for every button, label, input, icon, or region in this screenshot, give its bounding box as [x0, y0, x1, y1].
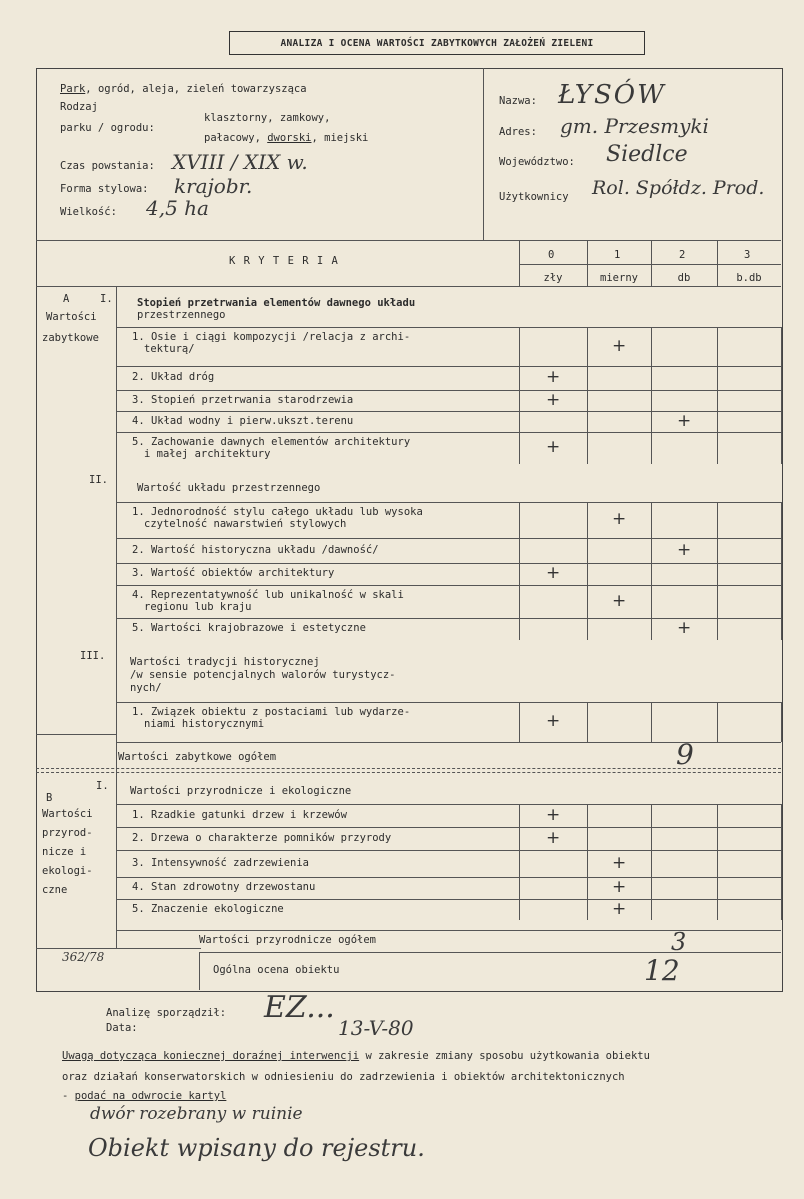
- score-mark: +: [612, 877, 627, 897]
- section-a-ii: II.: [89, 474, 108, 486]
- row-cell-line: [519, 827, 520, 850]
- criterion-text-2: tekturą/: [144, 343, 195, 355]
- handwritten-note-2: Obiekt wpisany do rejestru.: [88, 1134, 425, 1162]
- criterion-text-1: 5. Wartości krajobrazowe i estetyczne: [132, 622, 366, 634]
- row-cell-line: [717, 411, 718, 432]
- section-b-name-5: czne: [42, 884, 68, 896]
- a-iii-title-1: Wartości tradycji historycznej: [130, 656, 320, 668]
- overall-left-line: [199, 952, 200, 990]
- note-line-3: [62, 1090, 226, 1102]
- row-cell-line: [781, 899, 782, 920]
- row-cell-line: [781, 827, 782, 850]
- uzytk-value: Rol. Spółdz. Prod.: [592, 177, 765, 199]
- score-mark: +: [612, 898, 627, 919]
- row-cell-line: [519, 702, 520, 742]
- row-top-line: [116, 899, 781, 900]
- row-cell-line: [781, 850, 782, 877]
- row-cell-line: [717, 804, 718, 827]
- row-cell-line: [717, 899, 718, 920]
- row-cell-line: [651, 618, 652, 640]
- row-cell-line: [781, 618, 782, 640]
- row-top-line: [116, 327, 781, 328]
- row-cell-line: [717, 366, 718, 390]
- note-3-underlined: podać na odwrocie kartyl: [74, 1090, 227, 1102]
- form-title-text: ANALIZA I OCENA WARTOŚCI ZABYTKOWYCH ZAŁOŻEŃ ZIELENI: [280, 37, 594, 49]
- row-cell-line: [519, 899, 520, 920]
- row-cell-line: [651, 585, 652, 618]
- score-number: 3: [744, 249, 751, 261]
- a-total-value: 9: [676, 738, 694, 771]
- section-a-iii: III.: [80, 650, 106, 662]
- row-cell-line: [651, 538, 652, 563]
- row-cell-line: [587, 850, 588, 877]
- score-mark: +: [546, 437, 561, 457]
- score-mark: +: [612, 509, 627, 529]
- note-line-2: oraz działań konserwatorskich w odniesieniu do zadrzewienia i obiektów architektonicznych: [62, 1071, 625, 1083]
- row-cell-line: [651, 390, 652, 411]
- section-b-name-3: nicze i: [42, 846, 87, 858]
- handwritten-note-1: dwór rozebrany w ruinie: [90, 1104, 303, 1124]
- uzytk-label: Użytkownicy: [499, 191, 569, 203]
- row-cell-line: [651, 804, 652, 827]
- b-i-title: Wartości przyrodnicze i ekologiczne: [130, 785, 352, 797]
- type-line: [60, 83, 307, 95]
- wielkosc-value: 4,5 ha: [146, 196, 209, 220]
- row-top-line: [116, 585, 781, 586]
- section-a-letter: A: [63, 293, 70, 305]
- score-mark: +: [612, 590, 627, 611]
- criteria-bottom-line: [36, 286, 781, 287]
- row-cell-line: [651, 327, 652, 366]
- note-3-dash: -: [62, 1090, 75, 1102]
- section-b-letter: B: [46, 792, 53, 804]
- row-cell-line: [781, 411, 782, 432]
- woj-label: Województwo:: [499, 156, 575, 168]
- score-number: 2: [679, 249, 686, 261]
- row-cell-line: [717, 432, 718, 464]
- row-cell-line: [717, 827, 718, 850]
- criterion-text-1: 5. Znaczenie ekologiczne: [132, 902, 284, 915]
- b-left-column-line: [116, 770, 117, 948]
- a-left-column-line: [116, 286, 117, 770]
- author-signature: EZ...: [264, 990, 335, 1025]
- row-cell-line: [587, 877, 588, 899]
- header-divider: [483, 68, 484, 240]
- row-cell-line: [519, 877, 520, 899]
- row-cell-line: [717, 702, 718, 742]
- nazwa-value: ŁYSÓW: [558, 80, 666, 110]
- row-cell-line: [781, 366, 782, 390]
- criterion-text-1: 1. Osie i ciągi kompozycji /relacja z archi-: [132, 331, 411, 343]
- rodzaj-label: Rodzaj: [60, 101, 98, 113]
- a-i-title-1: Stopień przetrwania elementów dawnego układu: [137, 297, 416, 309]
- score-number: 0: [548, 249, 555, 261]
- row-cell-line: [651, 850, 652, 877]
- czas-value: XVIII / XIX w.: [172, 150, 308, 174]
- row-top-line: [116, 366, 781, 367]
- row-cell-line: [651, 366, 652, 390]
- score-mark: +: [677, 410, 692, 431]
- score-col-line: [651, 240, 652, 286]
- criterion-text-2: i małej architektury: [144, 448, 271, 460]
- a-iii-title-3: nych/: [130, 682, 162, 694]
- row-cell-line: [781, 702, 782, 742]
- criteria-label: K R Y T E R I A: [229, 255, 339, 267]
- row-cell-line: [781, 390, 782, 411]
- row-top-line: [116, 702, 781, 703]
- rodzaj-options-1: klasztorny, zamkowy,: [204, 112, 331, 124]
- row-top-line: [116, 827, 781, 828]
- score-number: 1: [614, 249, 621, 261]
- row-top-line: [116, 563, 781, 564]
- row-cell-line: [651, 827, 652, 850]
- row-top-line: [116, 538, 781, 539]
- row-cell-line: [651, 411, 652, 432]
- row-cell-line: [651, 702, 652, 742]
- note-line-1: [62, 1050, 650, 1062]
- row-cell-line: [519, 327, 520, 366]
- row-cell-line: [587, 827, 588, 850]
- overall-label: Ogólna ocena obiektu: [213, 964, 340, 976]
- row-cell-line: [717, 585, 718, 618]
- section-a-name-1: Wartości: [46, 311, 97, 323]
- criterion-text-1: 1. Jednorodność stylu całego układu lub wysoka: [132, 506, 423, 518]
- a-iii-title-2: /w sensie potencjalnych walorów turystycz-: [130, 669, 396, 681]
- ref-number: 362/78: [62, 950, 105, 964]
- row-cell-line: [781, 804, 782, 827]
- score-mark: +: [612, 852, 627, 873]
- score-mark: +: [546, 804, 561, 825]
- score-col-line: [717, 240, 718, 286]
- row-cell-line: [717, 390, 718, 411]
- row-cell-line: [717, 850, 718, 877]
- criterion-text-1: 5. Zachowanie dawnych elementów architektury: [132, 436, 411, 448]
- opt-dworski: dworski: [267, 132, 312, 144]
- adres-label: Adres:: [499, 126, 537, 138]
- row-cell-line: [587, 502, 588, 538]
- author-label: Analizę sporządził:: [106, 1007, 227, 1019]
- form-title: [229, 31, 645, 55]
- row-cell-line: [781, 432, 782, 464]
- overall-top-line: [199, 952, 781, 953]
- row-cell-line: [519, 411, 520, 432]
- score-mark: +: [546, 389, 561, 410]
- score-col-line: [519, 240, 520, 286]
- row-top-line: [116, 804, 781, 805]
- section-b-name-2: przyrod-: [42, 827, 93, 839]
- criterion-text-1: 4. Reprezentatywność lub unikalność w skali: [132, 589, 404, 601]
- row-cell-line: [781, 585, 782, 618]
- section-separator: [36, 768, 781, 773]
- criterion-text-2: czytelność nawarstwień stylowych: [144, 518, 347, 530]
- row-cell-line: [717, 502, 718, 538]
- criterion-text-1: 3. Intensywność zadrzewienia: [132, 856, 310, 869]
- score-mark: +: [677, 618, 692, 638]
- b-total-value: 3: [671, 928, 687, 956]
- row-top-line: [116, 502, 781, 503]
- date-label: Data:: [106, 1022, 138, 1034]
- row-cell-line: [519, 804, 520, 827]
- criterion-text-1: 4. Stan zdrowotny drzewostanu: [132, 881, 316, 893]
- row-cell-line: [519, 432, 520, 464]
- score-name: db: [677, 272, 691, 284]
- b-total-label: Wartości przyrodnicze ogółem: [199, 934, 377, 946]
- row-cell-line: [587, 563, 588, 585]
- opt-palacowy: pałacowy,: [204, 132, 268, 144]
- row-cell-line: [651, 502, 652, 538]
- row-cell-line: [717, 327, 718, 366]
- a-i-title-2: przestrzennego: [137, 309, 226, 321]
- score-mark: +: [677, 539, 692, 560]
- row-cell-line: [587, 899, 588, 920]
- section-b-name-4: ekologi-: [42, 865, 93, 877]
- row-top-line: [116, 390, 781, 391]
- row-cell-line: [587, 702, 588, 742]
- opt-miejski: , miejski: [311, 132, 369, 144]
- wielkosc-label: Wielkość:: [60, 206, 117, 218]
- row-cell-line: [587, 411, 588, 432]
- row-cell-line: [519, 585, 520, 618]
- section-b-name-1: Wartości: [42, 808, 93, 820]
- criterion-text-1: 1. Związek obiektu z postaciami lub wydarze-: [132, 706, 411, 718]
- a-ii-title: Wartość układu przestrzennego: [137, 482, 321, 494]
- row-cell-line: [519, 366, 520, 390]
- score-name: zły: [543, 272, 563, 284]
- row-cell-line: [587, 327, 588, 366]
- row-cell-line: [651, 432, 652, 464]
- score-mark: +: [546, 563, 561, 583]
- score-name: mierny: [600, 272, 638, 284]
- type-rest: , ogród, aleja, zieleń towarzysząca: [85, 83, 307, 95]
- score-mark: +: [546, 367, 561, 387]
- section-b-i: I.: [96, 780, 109, 792]
- score-mark: +: [546, 827, 561, 848]
- row-top-line: [116, 877, 781, 878]
- criterion-text-1: 2. Układ dróg: [132, 371, 215, 383]
- row-cell-line: [587, 585, 588, 618]
- row-cell-line: [587, 538, 588, 563]
- note-1-rest: w zakresie zmiany sposobu użytkowania obiektu: [359, 1050, 650, 1062]
- a-left-bottom-line: [36, 734, 116, 735]
- date-value: 13-V-80: [338, 1016, 414, 1040]
- row-cell-line: [587, 366, 588, 390]
- criterion-text-1: 2. Wartość historyczna układu /dawność/: [132, 543, 379, 556]
- score-col-line: [587, 240, 588, 286]
- b-bottom-left-line: [36, 948, 201, 949]
- row-cell-line: [651, 877, 652, 899]
- criterion-text-2: regionu lub kraju: [144, 601, 252, 613]
- row-cell-line: [519, 618, 520, 640]
- row-cell-line: [717, 538, 718, 563]
- row-top-line: [116, 850, 781, 851]
- adres-value: gm. Przesmyki: [560, 114, 709, 138]
- criterion-text-1: 2. Drzewa o charakterze pomników przyrody: [132, 831, 392, 844]
- type-park: Park: [60, 83, 86, 95]
- forma-label: Forma stylowa:: [60, 183, 149, 195]
- score-mark: +: [612, 335, 627, 356]
- criterion-text-1: 3. Stopień przetrwania starodrzewia: [132, 393, 354, 406]
- section-a-i: I.: [100, 293, 113, 305]
- criterion-text-1: 1. Rzadkie gatunki drzew i krzewów: [132, 808, 347, 821]
- row-cell-line: [519, 563, 520, 585]
- row-cell-line: [781, 327, 782, 366]
- row-cell-line: [587, 432, 588, 464]
- score-mark: +: [546, 711, 561, 731]
- rodzaj-options-2: [204, 132, 368, 144]
- czas-label: Czas powstania:: [60, 160, 155, 172]
- woj-value: Siedlce: [606, 142, 688, 167]
- nazwa-label: Nazwa:: [499, 95, 537, 107]
- row-cell-line: [519, 390, 520, 411]
- section-a-name-2: zabytkowe: [42, 332, 99, 344]
- header-bottom-line: [36, 240, 781, 241]
- row-cell-line: [717, 563, 718, 585]
- row-top-line: [116, 432, 781, 433]
- row-cell-line: [717, 877, 718, 899]
- criteria-mid-line: [519, 264, 781, 265]
- criterion-text-2: niami historycznymi: [144, 718, 265, 730]
- note-1-underlined: Uwagą dotycząca koniecznej doraźnej interwencji: [62, 1050, 360, 1062]
- criterion-text-1: 3. Wartość obiektów architektury: [132, 567, 335, 579]
- row-cell-line: [781, 538, 782, 563]
- row-cell-line: [519, 502, 520, 538]
- row-cell-line: [587, 804, 588, 827]
- forma-value: krajobr.: [174, 174, 253, 198]
- a-total-label: Wartości zabytkowe ogółem: [118, 751, 277, 763]
- score-name: b.db: [736, 272, 762, 284]
- parku-label: parku / ogrodu:: [60, 122, 155, 134]
- row-cell-line: [781, 877, 782, 899]
- row-cell-line: [651, 563, 652, 585]
- row-cell-line: [587, 390, 588, 411]
- row-cell-line: [587, 618, 588, 640]
- row-cell-line: [781, 502, 782, 538]
- row-cell-line: [651, 899, 652, 920]
- row-cell-line: [519, 850, 520, 877]
- criterion-text-1: 4. Układ wodny i pierw.ukszt.terenu: [132, 414, 354, 427]
- row-cell-line: [781, 563, 782, 585]
- overall-value: 12: [644, 954, 680, 987]
- row-cell-line: [717, 618, 718, 640]
- row-cell-line: [519, 538, 520, 563]
